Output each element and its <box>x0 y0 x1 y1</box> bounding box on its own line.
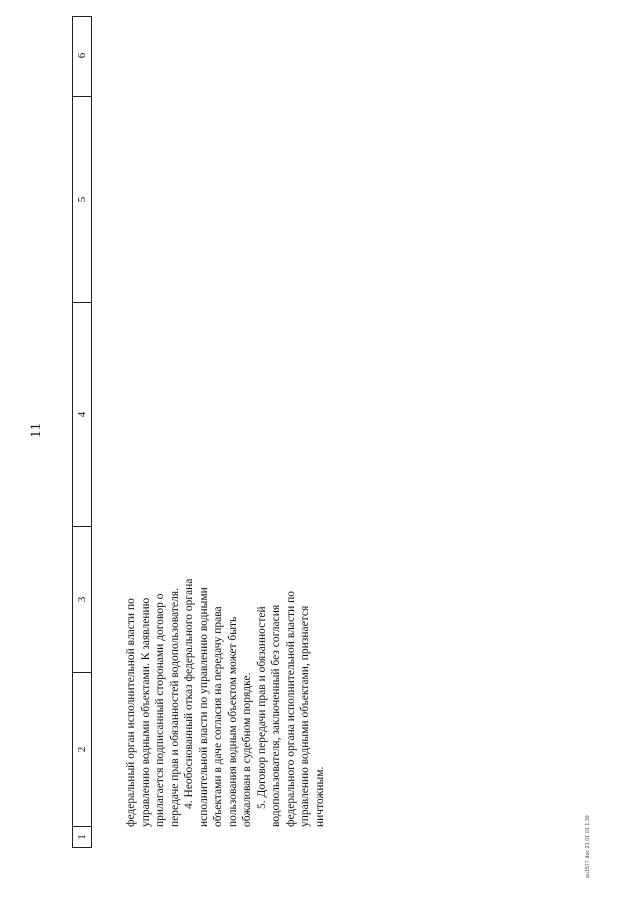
paragraph-intro: федеральный орган исполнительной власти по управлению водными объектами. К заявлению прилагается подписанный сторонами договор о передаче прав и обязанностей водопользователя. <box>125 588 181 827</box>
table-header-row <box>72 16 92 848</box>
page-number: 11 <box>28 422 44 438</box>
column-header-2: 2 <box>73 673 91 827</box>
column-header-1: 1 <box>75 834 88 840</box>
document-file-code: au1577.doc 21.01.01 1:39 <box>585 815 591 878</box>
paragraph-item-5: 5. Договор передачи прав и обязанностей водопользователя, заключенный без согласия федерального органа исполнительной власти по управлению водными объектами, признается ничтожным. <box>255 590 326 827</box>
column-2-text <box>124 567 327 827</box>
column-header-6: 6 <box>73 15 91 97</box>
paragraph-item-4: 4. Необоснованный отказ федерального органа исполнительной власти по управлению водными объектами в даче согласия на передачу права пользования водным объектом может быть обжалован в судебном порядке. <box>183 578 253 827</box>
column-header-4: 4 <box>73 303 91 527</box>
column-header-5: 5 <box>73 97 91 303</box>
column-header-3: 3 <box>73 527 91 673</box>
